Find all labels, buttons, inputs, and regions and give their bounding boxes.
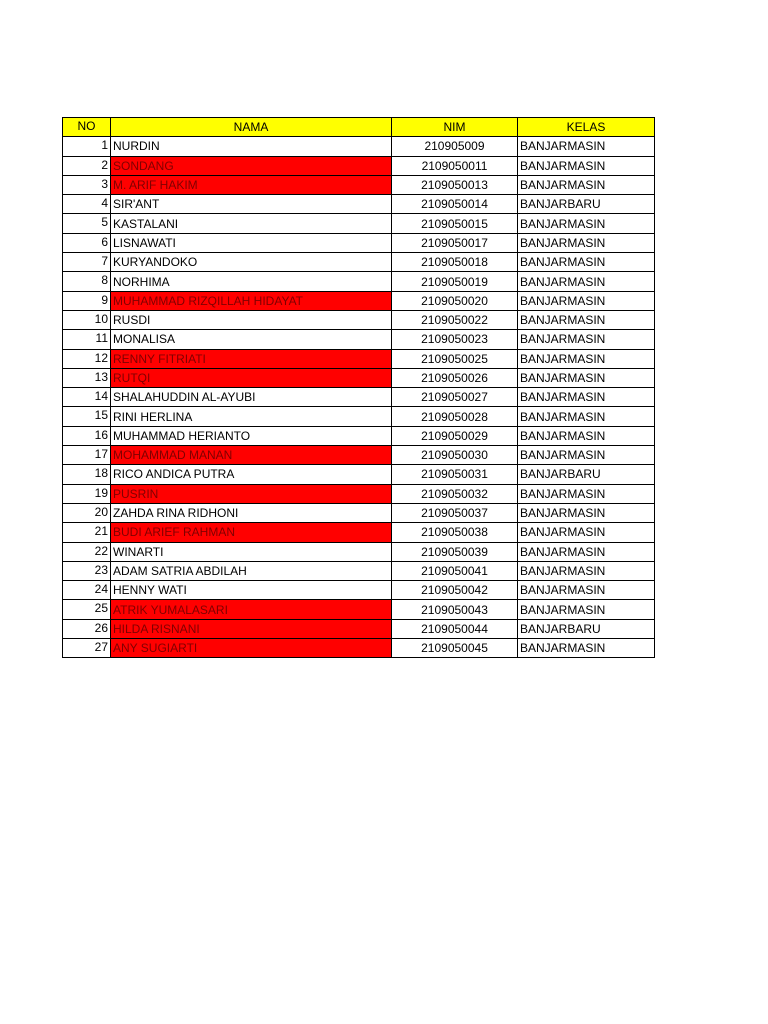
cell-nama: KURYANDOKO bbox=[111, 253, 392, 272]
cell-kelas: BANJARMASIN bbox=[518, 542, 655, 561]
cell-nama: WINARTI bbox=[111, 542, 392, 561]
table-row bbox=[63, 542, 655, 561]
cell-nim: 2109050031 bbox=[392, 465, 518, 484]
cell-nim: 2109050027 bbox=[392, 388, 518, 407]
cell-nim: 2109050026 bbox=[392, 368, 518, 387]
cell-nim: 2109050025 bbox=[392, 349, 518, 368]
cell-kelas: BANJARMASIN bbox=[518, 233, 655, 252]
cell-no: 15 bbox=[63, 407, 111, 426]
cell-kelas: BANJARMASIN bbox=[518, 291, 655, 310]
cell-no: 1 bbox=[63, 137, 111, 156]
table-row bbox=[63, 465, 655, 484]
cell-nama: BUDI ARIEF RAHMAN bbox=[111, 523, 392, 542]
table-row bbox=[63, 446, 655, 465]
table-row bbox=[63, 175, 655, 194]
table-row bbox=[63, 619, 655, 638]
cell-nim: 2109050014 bbox=[392, 195, 518, 214]
cell-nim: 2109050042 bbox=[392, 581, 518, 600]
cell-nim: 210905009 bbox=[392, 137, 518, 156]
cell-no: 2 bbox=[63, 156, 111, 175]
cell-no: 20 bbox=[63, 503, 111, 522]
cell-nim: 2109050045 bbox=[392, 639, 518, 658]
cell-no: 5 bbox=[63, 214, 111, 233]
cell-no: 14 bbox=[63, 388, 111, 407]
cell-nama: MUHAMMAD RIZQILLAH HIDAYAT bbox=[111, 291, 392, 310]
cell-nim: 2109050022 bbox=[392, 310, 518, 329]
cell-kelas: BANJARMASIN bbox=[518, 156, 655, 175]
table-row bbox=[63, 291, 655, 310]
table-row bbox=[63, 484, 655, 503]
table-row bbox=[63, 272, 655, 291]
cell-no: 25 bbox=[63, 600, 111, 619]
cell-kelas: BANJARMASIN bbox=[518, 581, 655, 600]
table-row bbox=[63, 561, 655, 580]
cell-kelas: BANJARMASIN bbox=[518, 388, 655, 407]
cell-no: 13 bbox=[63, 368, 111, 387]
header-nim: NIM bbox=[392, 118, 518, 137]
cell-no: 3 bbox=[63, 175, 111, 194]
header-nama: NAMA bbox=[111, 118, 392, 137]
table-row bbox=[63, 137, 655, 156]
cell-kelas: BANJARMASIN bbox=[518, 446, 655, 465]
cell-nim: 2109050032 bbox=[392, 484, 518, 503]
table-row bbox=[63, 195, 655, 214]
cell-nama: ATRIK YUMALASARI bbox=[111, 600, 392, 619]
cell-nama: NORHIMA bbox=[111, 272, 392, 291]
cell-no: 18 bbox=[63, 465, 111, 484]
cell-nama: MONALISA bbox=[111, 330, 392, 349]
cell-no: 12 bbox=[63, 349, 111, 368]
header-row bbox=[63, 118, 655, 137]
cell-nim: 2109050044 bbox=[392, 619, 518, 638]
cell-nim: 2109050043 bbox=[392, 600, 518, 619]
cell-kelas: BANJARMASIN bbox=[518, 253, 655, 272]
cell-kelas: BANJARMASIN bbox=[518, 310, 655, 329]
cell-nama: HENNY WATI bbox=[111, 581, 392, 600]
cell-nim: 2109050029 bbox=[392, 426, 518, 445]
table-row bbox=[63, 600, 655, 619]
cell-no: 4 bbox=[63, 195, 111, 214]
cell-kelas: BANJARBARU bbox=[518, 619, 655, 638]
cell-kelas: BANJARMASIN bbox=[518, 175, 655, 194]
cell-no: 24 bbox=[63, 581, 111, 600]
cell-kelas: BANJARMASIN bbox=[518, 330, 655, 349]
cell-nama: SHALAHUDDIN AL-AYUBI bbox=[111, 388, 392, 407]
cell-no: 8 bbox=[63, 272, 111, 291]
cell-nim: 2109050019 bbox=[392, 272, 518, 291]
cell-no: 11 bbox=[63, 330, 111, 349]
cell-nim: 2109050023 bbox=[392, 330, 518, 349]
cell-no: 9 bbox=[63, 291, 111, 310]
cell-nama: RUTQI bbox=[111, 368, 392, 387]
cell-nim: 2109050041 bbox=[392, 561, 518, 580]
cell-no: 22 bbox=[63, 542, 111, 561]
table-row bbox=[63, 426, 655, 445]
cell-nim: 2109050038 bbox=[392, 523, 518, 542]
cell-kelas: BANJARMASIN bbox=[518, 272, 655, 291]
table-row bbox=[63, 214, 655, 233]
cell-nama: PUSRIN bbox=[111, 484, 392, 503]
cell-no: 26 bbox=[63, 619, 111, 638]
cell-nama: RINI HERLINA bbox=[111, 407, 392, 426]
cell-no: 21 bbox=[63, 523, 111, 542]
cell-no: 23 bbox=[63, 561, 111, 580]
table-row bbox=[63, 349, 655, 368]
cell-nama: SIR'ANT bbox=[111, 195, 392, 214]
cell-nama: RENNY FITRIATI bbox=[111, 349, 392, 368]
table-row bbox=[63, 639, 655, 658]
table-row bbox=[63, 156, 655, 175]
cell-kelas: BANJARBARU bbox=[518, 195, 655, 214]
cell-no: 16 bbox=[63, 426, 111, 445]
header-no: NO bbox=[63, 118, 111, 137]
cell-no: 19 bbox=[63, 484, 111, 503]
cell-kelas: BANJARMASIN bbox=[518, 368, 655, 387]
cell-nama: RUSDI bbox=[111, 310, 392, 329]
table-row bbox=[63, 233, 655, 252]
table-row bbox=[63, 368, 655, 387]
cell-nama: RICO ANDICA PUTRA bbox=[111, 465, 392, 484]
header-kelas: KELAS bbox=[518, 118, 655, 137]
cell-nama: ANY SUGIARTI bbox=[111, 639, 392, 658]
cell-kelas: BANJARMASIN bbox=[518, 503, 655, 522]
cell-nim: 2109050028 bbox=[392, 407, 518, 426]
table-row bbox=[63, 330, 655, 349]
cell-nama: NURDIN bbox=[111, 137, 392, 156]
cell-kelas: BANJARBARU bbox=[518, 465, 655, 484]
cell-nama: LISNAWATI bbox=[111, 233, 392, 252]
cell-nim: 2109050020 bbox=[392, 291, 518, 310]
table-row bbox=[63, 581, 655, 600]
cell-nim: 2109050011 bbox=[392, 156, 518, 175]
table-row bbox=[63, 503, 655, 522]
cell-no: 7 bbox=[63, 253, 111, 272]
cell-kelas: BANJARMASIN bbox=[518, 523, 655, 542]
cell-nama: M. ARIF HAKIM bbox=[111, 175, 392, 194]
cell-no: 17 bbox=[63, 446, 111, 465]
cell-kelas: BANJARMASIN bbox=[518, 137, 655, 156]
table-body bbox=[63, 137, 655, 658]
student-table bbox=[62, 117, 655, 658]
table-row bbox=[63, 253, 655, 272]
cell-no: 27 bbox=[63, 639, 111, 658]
table-row bbox=[63, 407, 655, 426]
cell-nim: 2109050039 bbox=[392, 542, 518, 561]
cell-nim: 2109050015 bbox=[392, 214, 518, 233]
cell-kelas: BANJARMASIN bbox=[518, 561, 655, 580]
cell-kelas: BANJARMASIN bbox=[518, 407, 655, 426]
cell-nama: ZAHDA RINA RIDHONI bbox=[111, 503, 392, 522]
cell-no: 10 bbox=[63, 310, 111, 329]
cell-nim: 2109050017 bbox=[392, 233, 518, 252]
cell-nama: SONDANG bbox=[111, 156, 392, 175]
table-row bbox=[63, 388, 655, 407]
cell-kelas: BANJARMASIN bbox=[518, 426, 655, 445]
cell-no: 6 bbox=[63, 233, 111, 252]
table-row bbox=[63, 310, 655, 329]
cell-kelas: BANJARMASIN bbox=[518, 639, 655, 658]
cell-nama: KASTALANI bbox=[111, 214, 392, 233]
cell-nama: MUHAMMAD HERIANTO bbox=[111, 426, 392, 445]
cell-kelas: BANJARMASIN bbox=[518, 484, 655, 503]
cell-nim: 2109050037 bbox=[392, 503, 518, 522]
cell-kelas: BANJARMASIN bbox=[518, 600, 655, 619]
cell-nim: 2109050013 bbox=[392, 175, 518, 194]
cell-kelas: BANJARMASIN bbox=[518, 214, 655, 233]
cell-nama: MOHAMMAD MANAN bbox=[111, 446, 392, 465]
cell-kelas: BANJARMASIN bbox=[518, 349, 655, 368]
table-row bbox=[63, 523, 655, 542]
cell-nama: HILDA RISNANI bbox=[111, 619, 392, 638]
cell-nama: ADAM SATRIA ABDILAH bbox=[111, 561, 392, 580]
cell-nim: 2109050018 bbox=[392, 253, 518, 272]
cell-nim: 2109050030 bbox=[392, 446, 518, 465]
